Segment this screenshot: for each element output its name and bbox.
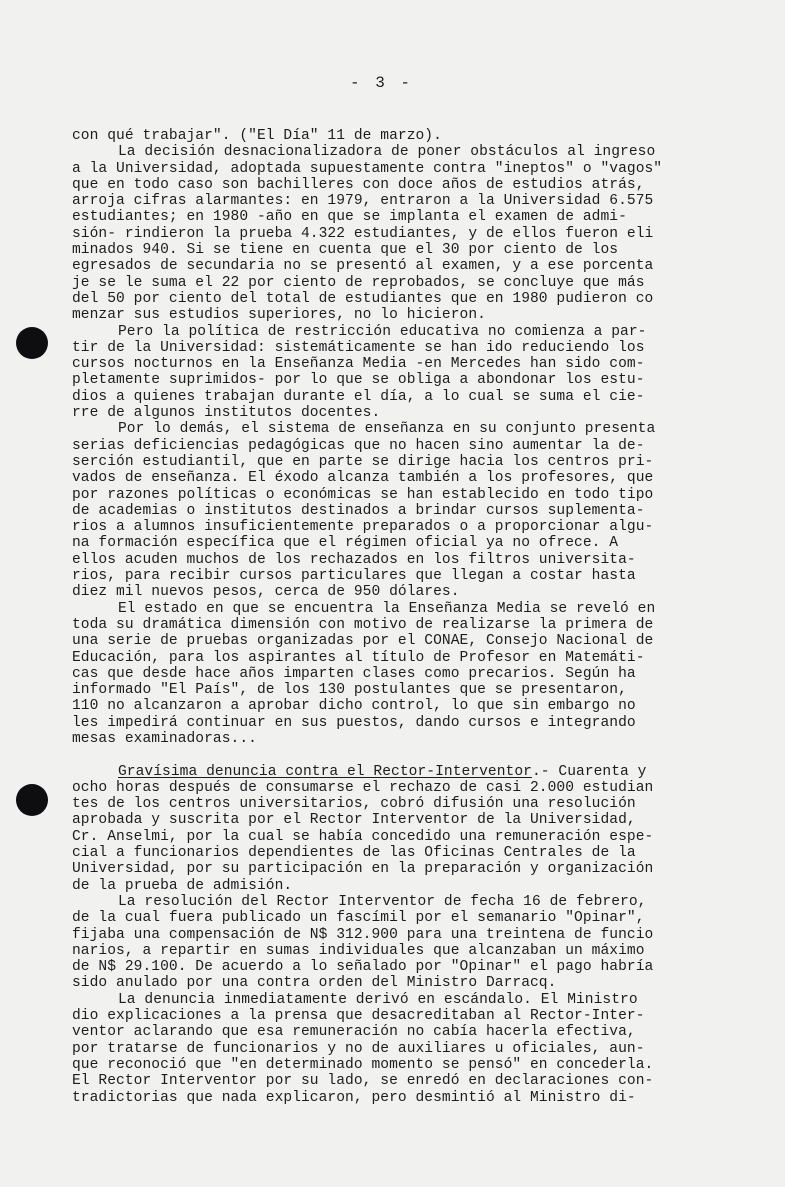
text-line bbox=[72, 144, 722, 160]
line-text: que en todo caso son bachilleres con doce años de estudios atrás, bbox=[72, 176, 645, 193]
line-text: 110 no alcanzaron a aprobar dicho control, lo que sin embargo no bbox=[72, 698, 636, 715]
text-line bbox=[72, 666, 722, 682]
line-text: les impedirá continuar en sus puestos, dando cursos e integrando bbox=[72, 714, 636, 731]
text-line bbox=[72, 503, 722, 519]
line-text: El Rector Interventor por su lado, se enredó en declaraciones con- bbox=[72, 1073, 654, 1090]
line-text: informado "El País", de los 130 postulantes que se presentaron, bbox=[72, 682, 627, 699]
text-line bbox=[72, 307, 722, 323]
line-text: cursos nocturnos en la Enseñanza Media -en Mercedes han sido com- bbox=[72, 356, 645, 373]
line-text: ellos acuden muchos de los rechazados en los filtros universita- bbox=[72, 551, 636, 568]
line-text: del 50 por ciento del total de estudiantes que en 1980 pudieron co bbox=[72, 290, 654, 307]
text-line bbox=[72, 764, 722, 780]
text-line bbox=[72, 552, 722, 568]
text-line bbox=[72, 650, 722, 666]
line-text: de la prueba de admisión. bbox=[72, 877, 293, 894]
line-text: La resolución del Rector Interventor de fecha 16 de febrero, bbox=[118, 893, 647, 910]
text-line bbox=[72, 242, 722, 258]
line-text: minados 940. Si se tiene en cuenta que el 30 por ciento de los bbox=[72, 242, 619, 259]
text-line bbox=[72, 829, 722, 845]
text-line bbox=[72, 633, 722, 649]
line-text: sido anulado por una contra orden del Ministro Darracq. bbox=[72, 975, 557, 992]
text-line bbox=[72, 275, 722, 291]
text-line bbox=[72, 715, 722, 731]
line-text: tradictorias que nada explicaron, pero desmintió al Ministro di- bbox=[72, 1089, 636, 1106]
line-text: por tratarse de funcionarios y no de auxiliares u oficiales, aun- bbox=[72, 1040, 645, 1057]
line-text: na formación específica que el régimen oficial ya no ofrece. A bbox=[72, 535, 619, 552]
line-text: Cr. Anselmi, por la cual se había concedido una remuneración espe- bbox=[72, 828, 654, 845]
text-line bbox=[72, 535, 722, 551]
text-line bbox=[72, 470, 722, 486]
text-line bbox=[72, 340, 722, 356]
line-text: tir de la Universidad: sistemáticamente se han ido reduciendo los bbox=[72, 339, 645, 356]
text-line bbox=[72, 226, 722, 242]
text-line bbox=[72, 177, 722, 193]
text-line bbox=[72, 682, 722, 698]
text-line bbox=[72, 861, 722, 877]
text-line bbox=[72, 291, 722, 307]
line-text: La decisión desnacionalizadora de poner obstáculos al ingreso bbox=[118, 144, 656, 161]
line-text: fijaba una compensación de N$ 312.900 para una treintena de funcio bbox=[72, 926, 654, 943]
line-text: rios a alumnos insuficientemente preparados o a proporcionar algu- bbox=[72, 519, 654, 536]
line-text: con qué trabajar". ("El Día" 11 de marzo). bbox=[72, 128, 442, 144]
line-text: que reconoció que "en determinado momento se pensó" en concederla. bbox=[72, 1056, 654, 1073]
text-line bbox=[72, 1024, 722, 1040]
text-line bbox=[72, 584, 722, 600]
text-line bbox=[72, 128, 722, 144]
line-text: rios, para recibir cursos particulares que llegan a costar hasta bbox=[72, 568, 636, 585]
line-text: vados de enseñanza. El éxodo alcanza también a los profesores, que bbox=[72, 470, 654, 487]
line-text: La denuncia inmediatamente derivó en escándalo. El Ministro bbox=[118, 991, 638, 1008]
text-line bbox=[72, 405, 722, 421]
line-text: Educación, para los aspirantes al título de Profesor en Matemáti- bbox=[72, 649, 645, 666]
line-text: de academias o institutos destinados a brindar cursos suplementa- bbox=[72, 502, 645, 519]
text-line bbox=[72, 927, 722, 943]
text-line bbox=[72, 878, 722, 894]
text-line bbox=[72, 910, 722, 926]
line-text: Universidad, por su participación en la preparación y organización bbox=[72, 861, 654, 878]
line-text: Pero la política de restricción educativa no comienza a par- bbox=[118, 323, 647, 340]
text-line bbox=[72, 438, 722, 454]
text-line bbox=[72, 454, 722, 470]
text-line bbox=[72, 845, 722, 861]
text-line bbox=[72, 780, 722, 796]
line-text: de la cual fuera publicado un fascímil por el semanario "Opinar", bbox=[72, 910, 645, 927]
text-line bbox=[72, 959, 722, 975]
text-line bbox=[72, 698, 722, 714]
line-text: serción estudiantil, que en parte se dirige hacia los centros pri- bbox=[72, 453, 654, 470]
section-heading: Gravísima denuncia contra el Rector-Interventor bbox=[118, 763, 532, 780]
line-text: ocho horas después de consumarse el rechazo de casi 2.000 estudian bbox=[72, 779, 654, 796]
text-line bbox=[72, 209, 722, 225]
text-line bbox=[72, 894, 722, 910]
line-text: una serie de pruebas organizadas por el CONAE, Consejo Nacional de bbox=[72, 633, 654, 650]
text-line bbox=[72, 1090, 722, 1106]
line-text: tes de los centros universitarios, cobró difusión una resolución bbox=[72, 796, 636, 813]
text-line bbox=[72, 356, 722, 372]
line-text: je se le suma el 22 por ciento de reprobados, se concluye que más bbox=[72, 274, 645, 291]
line-text: dios a quienes trabajan durante el día, a lo cual se suma el cie- bbox=[72, 388, 645, 405]
text-line bbox=[72, 992, 722, 1008]
text-line bbox=[72, 487, 722, 503]
text-line bbox=[72, 193, 722, 209]
text-line bbox=[72, 601, 722, 617]
line-text: cas que desde hace años imparten clases como precarios. Según ha bbox=[72, 665, 636, 682]
line-text: cial a funcionarios dependientes de las Oficinas Centrales de la bbox=[72, 845, 636, 862]
line-text: menzar sus estudios superiores, no lo hicieron. bbox=[72, 307, 486, 324]
line-text: serias deficiencias pedagógicas que no hacen sino aumentar la de- bbox=[72, 437, 645, 454]
line-text: a la Universidad, adoptada supuestamente contra "ineptos" o "vagos" bbox=[72, 160, 663, 177]
punch-hole-top bbox=[16, 327, 48, 359]
line-text: ventor aclarando que esa remuneración no cabía hacerla efectiva, bbox=[72, 1024, 636, 1041]
line-text: de N$ 29.100. De acuerdo a lo señalado por "Opinar" el pago habría bbox=[72, 959, 654, 976]
line-text: estudiantes; en 1980 -año en que se implanta el examen de admi- bbox=[72, 209, 627, 226]
text-line bbox=[72, 258, 722, 274]
text-line bbox=[72, 1041, 722, 1057]
text-line bbox=[72, 568, 722, 584]
line-text: arroja cifras alarmantes: en 1979, entraron a la Universidad 6.575 bbox=[72, 193, 654, 210]
line-text: aprobada y suscrita por el Rector Interventor de la Universidad, bbox=[72, 812, 636, 829]
text-line bbox=[72, 161, 722, 177]
text-line bbox=[72, 731, 722, 747]
line-text: mesas examinadoras... bbox=[72, 730, 257, 747]
text-line bbox=[72, 747, 722, 763]
text-line bbox=[72, 617, 722, 633]
body-text bbox=[72, 128, 722, 1106]
line-text: El estado en que se encuentra la Enseñanza Media se reveló en bbox=[118, 600, 656, 617]
text-line bbox=[72, 812, 722, 828]
text-line bbox=[72, 519, 722, 535]
text-line bbox=[72, 421, 722, 437]
page-number: - 3 - bbox=[349, 74, 413, 92]
punch-hole-bottom bbox=[16, 784, 48, 816]
line-text: toda su dramática dimensión con motivo de realizarse la primera de bbox=[72, 616, 654, 633]
text-line bbox=[72, 324, 722, 340]
text-line bbox=[72, 389, 722, 405]
line-text: sión- rindieron la prueba 4.322 estudiantes, y de ellos fueron eli bbox=[72, 225, 654, 242]
line-text: egresados de secundaria no se presentó al examen, y a ese porcenta bbox=[72, 258, 654, 275]
line-text: Por lo demás, el sistema de enseñanza en su conjunto presenta bbox=[118, 421, 656, 438]
line-text: dio explicaciones a la prensa que desacreditaban al Rector-Inter- bbox=[72, 1008, 645, 1025]
text-line bbox=[72, 796, 722, 812]
line-text: diez mil nuevos pesos, cerca de 950 dólares. bbox=[72, 584, 460, 601]
line-text: pletamente suprimidos- por lo que se obliga a abondonar los estu- bbox=[72, 372, 645, 389]
text-line bbox=[72, 1008, 722, 1024]
text-line bbox=[72, 943, 722, 959]
text-line bbox=[72, 372, 722, 388]
text-line bbox=[72, 1073, 722, 1089]
line-text: por razones políticas o económicas se han establecido en todo tipo bbox=[72, 486, 654, 503]
line-text: narios, a repartir en sumas individuales que alcanzaban un máximo bbox=[72, 942, 645, 959]
line-text: .- Cuarenta y bbox=[531, 763, 647, 780]
line-text: rre de algunos institutos docentes. bbox=[72, 405, 381, 422]
text-line bbox=[72, 975, 722, 991]
text-line bbox=[72, 1057, 722, 1073]
